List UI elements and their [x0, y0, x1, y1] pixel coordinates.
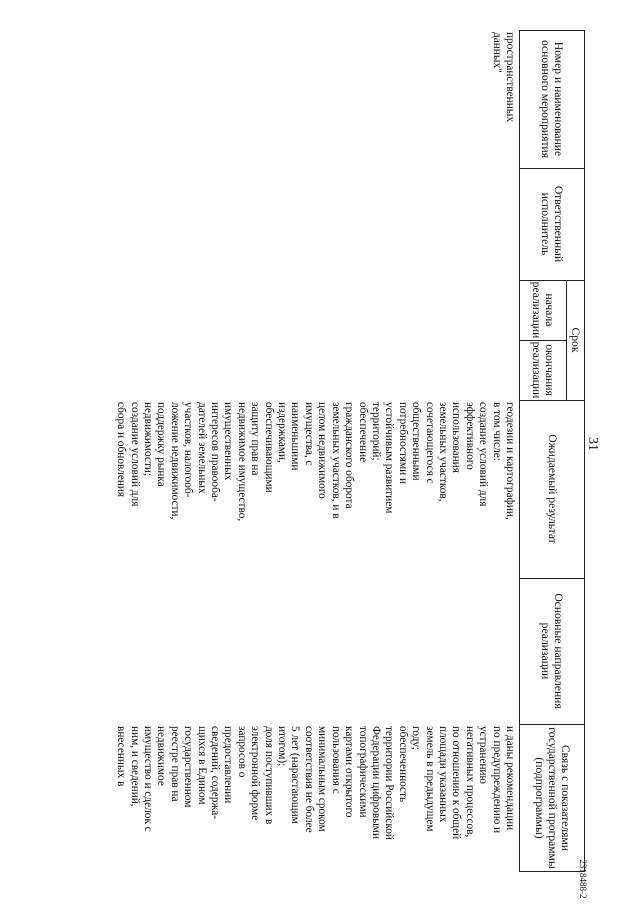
- header-term-start: начала реализации: [530, 281, 557, 339]
- grid-line-v1: [520, 168, 585, 169]
- grid-line-v4: [520, 400, 585, 401]
- grid-line-v5: [520, 578, 585, 579]
- header-activity-name: Номер и наименование основного мероприятия: [539, 39, 566, 159]
- header-main-directions: Основные направления реализации: [539, 593, 566, 709]
- grid-line-v7: [520, 871, 585, 872]
- header-term-end: окончания реализации: [530, 341, 557, 399]
- grid-line-v0: [520, 30, 585, 31]
- grid-line-v6: [520, 724, 585, 725]
- cell-expected-result: геодезии и картографии, в том числе: создание условий для эффективного использования земельных участков, сочетающегося с общественными потребностями и устойчивым развитием территорий; обеспечение гражданского оборота земельных участков, и в целом недвижимого имущества, с наименьшими издержками, обеспечивающими защиту прав на недвижимое имущество, имущественных интересов правооба- дателей земельных участков, налогооб- ложение недвижимости, поддержку рынка недвижимости; создание условий для сбора и обновления: [115, 402, 516, 522]
- page-number: 31: [585, 437, 600, 451]
- grid-line-v3: [520, 340, 567, 341]
- document-code: 2318488-2: [578, 859, 588, 899]
- grid-line-header-bottom: [519, 30, 520, 872]
- program-activities-table: [60, 30, 585, 872]
- cell-activity-name: пространственных данных": [490, 32, 516, 122]
- header-term-group: Срок: [569, 327, 583, 353]
- header-responsible-executor: Ответственный исполнитель: [539, 185, 566, 263]
- grid-line-top: [584, 30, 585, 872]
- header-program-indicators: Связь с показателями государственной программы (подпрограммы): [533, 727, 572, 869]
- rotated-table-wrapper: [60, 30, 585, 872]
- grid-line-v2: [520, 280, 585, 281]
- header-expected-result: Ожидаемый результат: [546, 434, 559, 544]
- cell-program-indicators: и даны рекомендации по предупреждению и устранению негативных процессов, по отношению к общей площади указанных земель в предыдущем году; обеспеченность территории Российской Федерации цифровыми топографическими картами открытого пользования с минимальным сроком соответствия не более 5 лет (нарастающим итогом); доля поступивших в электронной форме запросов о предоставлении сведений, содержа- щихся в Едином государственном реестре прав на недвижимое имущество и сделок с ним, и сведений, внесенных в: [115, 726, 516, 840]
